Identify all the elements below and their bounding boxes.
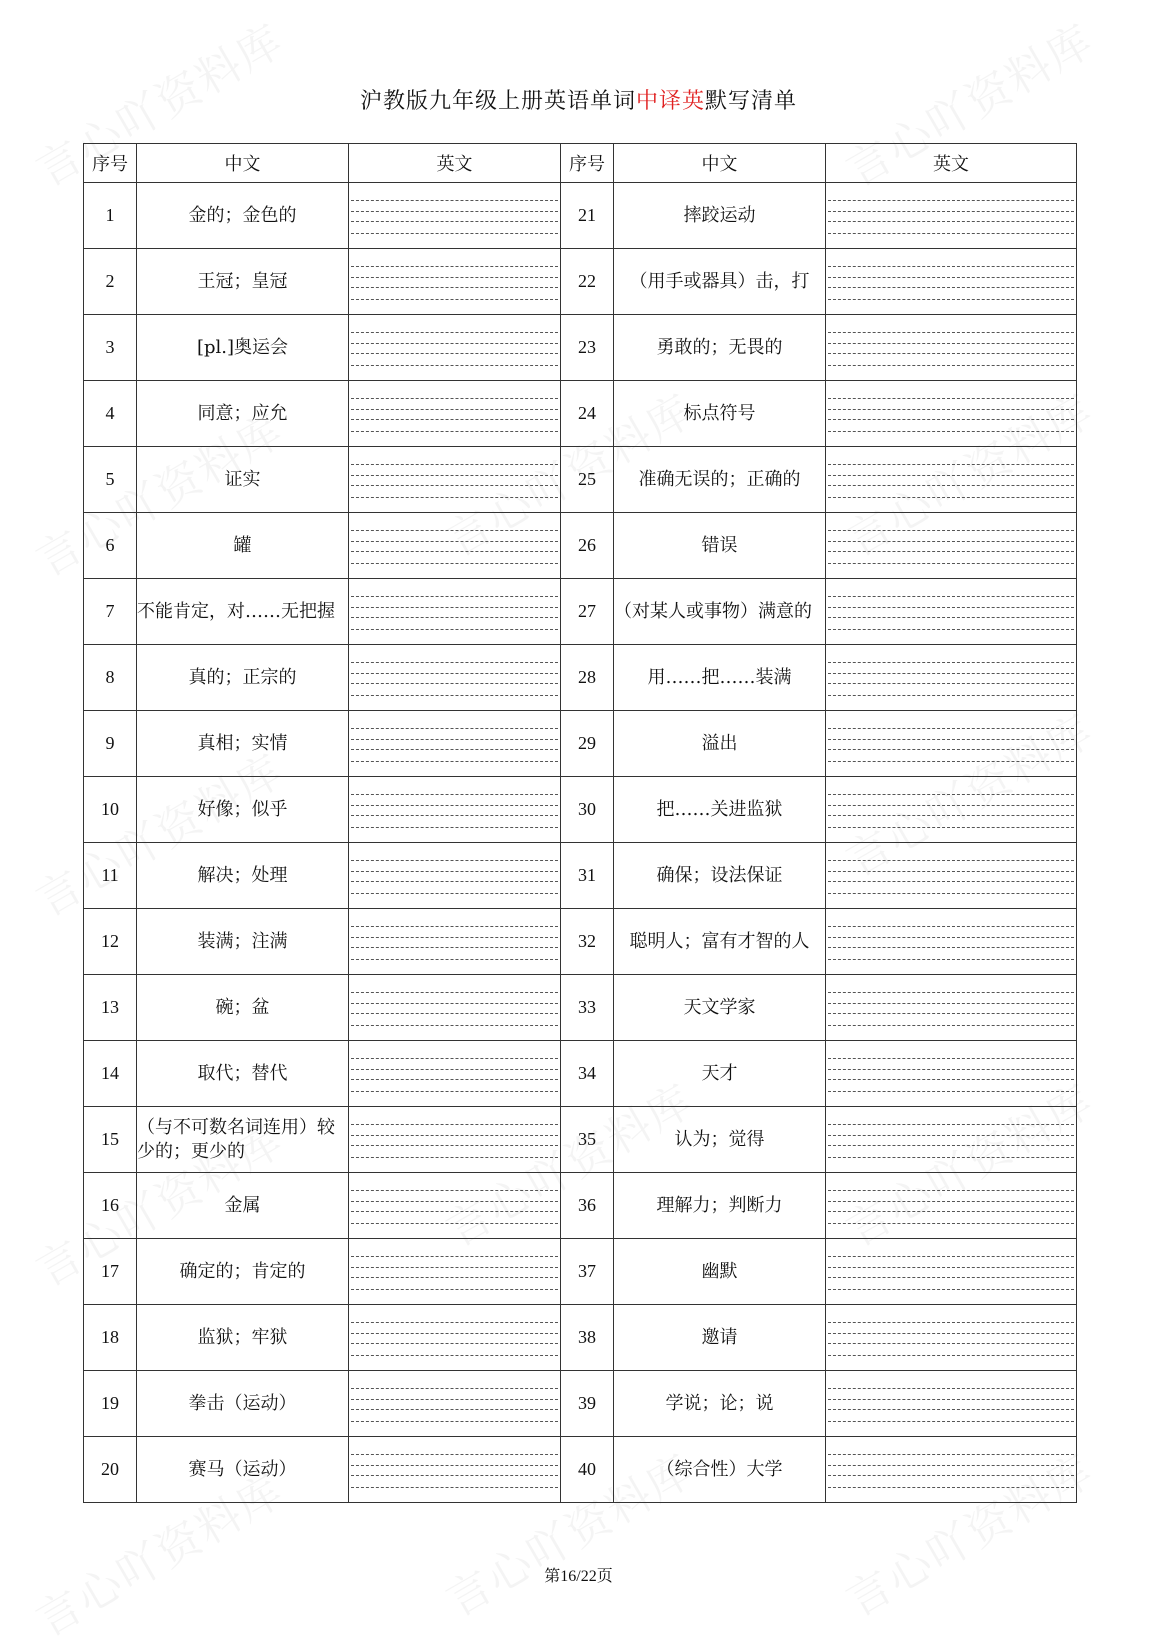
- row-number: 22: [561, 249, 614, 315]
- dashed-writing-lines: [828, 398, 1074, 432]
- english-answer-cell[interactable]: [826, 1041, 1077, 1107]
- english-answer-cell[interactable]: [826, 645, 1077, 711]
- english-answer-cell[interactable]: [349, 1107, 561, 1173]
- chinese-term: 幽默: [614, 1239, 826, 1305]
- dashed-writing-lines: [351, 1388, 558, 1422]
- row-number: 10: [84, 777, 137, 843]
- english-answer-cell[interactable]: [349, 711, 561, 777]
- chinese-term: 真的；正宗的: [137, 645, 349, 711]
- header-chinese: 中文: [614, 144, 826, 183]
- row-number: 26: [561, 513, 614, 579]
- row-number: 37: [561, 1239, 614, 1305]
- english-answer-cell[interactable]: [349, 1371, 561, 1437]
- chinese-term: 好像；似乎: [137, 777, 349, 843]
- header-english: 英文: [349, 144, 561, 183]
- dashed-writing-lines: [351, 266, 558, 300]
- row-number: 19: [84, 1371, 137, 1437]
- table-row: [84, 183, 1077, 249]
- chinese-term: 金属: [137, 1173, 349, 1239]
- english-answer-cell[interactable]: [826, 711, 1077, 777]
- row-number: 23: [561, 315, 614, 381]
- dashed-writing-lines: [828, 992, 1074, 1026]
- row-number: 28: [561, 645, 614, 711]
- english-answer-cell[interactable]: [349, 909, 561, 975]
- english-answer-cell[interactable]: [826, 249, 1077, 315]
- row-number: 7: [84, 579, 137, 645]
- english-answer-cell[interactable]: [349, 381, 561, 447]
- table-row: [84, 1239, 1077, 1305]
- english-answer-cell[interactable]: [349, 1239, 561, 1305]
- header-number: 序号: [84, 144, 137, 183]
- header-english: 英文: [826, 144, 1077, 183]
- chinese-term: （综合性）大学: [614, 1437, 826, 1503]
- row-number: 14: [84, 1041, 137, 1107]
- dashed-writing-lines: [828, 1322, 1074, 1356]
- dashed-writing-lines: [351, 926, 558, 960]
- dashed-writing-lines: [828, 860, 1074, 894]
- title-prefix: 沪教版九年级上册英语单词: [359, 89, 636, 114]
- dashed-writing-lines: [351, 992, 558, 1026]
- chinese-term: 错误: [614, 513, 826, 579]
- chinese-term: 认为；觉得: [614, 1107, 826, 1173]
- vocabulary-table: [83, 143, 1077, 1503]
- english-answer-cell[interactable]: [349, 579, 561, 645]
- english-answer-cell[interactable]: [349, 1305, 561, 1371]
- dashed-writing-lines: [828, 596, 1074, 630]
- dashed-writing-lines: [351, 662, 558, 696]
- english-answer-cell[interactable]: [349, 645, 561, 711]
- row-number: 24: [561, 381, 614, 447]
- english-answer-cell[interactable]: [826, 1173, 1077, 1239]
- english-answer-cell[interactable]: [826, 1305, 1077, 1371]
- table-header-row: [84, 144, 1077, 183]
- english-answer-cell[interactable]: [349, 1437, 561, 1503]
- row-number: 9: [84, 711, 137, 777]
- chinese-term: 监狱；牢狱: [137, 1305, 349, 1371]
- dashed-writing-lines: [351, 530, 558, 564]
- english-answer-cell[interactable]: [349, 975, 561, 1041]
- dashed-writing-lines: [351, 332, 558, 366]
- dashed-writing-lines: [828, 530, 1074, 564]
- chinese-term: 准确无误的；正确的: [614, 447, 826, 513]
- row-number: 16: [84, 1173, 137, 1239]
- english-answer-cell[interactable]: [826, 1107, 1077, 1173]
- row-number: 27: [561, 579, 614, 645]
- chinese-term: 聪明人；富有才智的人: [614, 909, 826, 975]
- english-answer-cell[interactable]: [826, 447, 1077, 513]
- row-number: 11: [84, 843, 137, 909]
- english-answer-cell[interactable]: [349, 843, 561, 909]
- dashed-writing-lines: [351, 464, 558, 498]
- chinese-term: [pl.]奥运会: [137, 315, 349, 381]
- row-number: 30: [561, 777, 614, 843]
- row-number: 2: [84, 249, 137, 315]
- row-number: 39: [561, 1371, 614, 1437]
- row-number: 8: [84, 645, 137, 711]
- english-answer-cell[interactable]: [349, 777, 561, 843]
- row-number: 17: [84, 1239, 137, 1305]
- chinese-term: 确保；设法保证: [614, 843, 826, 909]
- chinese-term: 天文学家: [614, 975, 826, 1041]
- row-number: 34: [561, 1041, 614, 1107]
- table-row: [84, 1371, 1077, 1437]
- chinese-term: 勇敢的；无畏的: [614, 315, 826, 381]
- dashed-writing-lines: [351, 200, 558, 234]
- row-number: 15: [84, 1107, 137, 1173]
- dashed-writing-lines: [828, 1454, 1074, 1488]
- chinese-term: 理解力；判断力: [614, 1173, 826, 1239]
- table-row: [84, 1107, 1077, 1173]
- dashed-writing-lines: [828, 1256, 1074, 1290]
- chinese-term: 解决；处理: [137, 843, 349, 909]
- page-number: 第16/22页: [544, 1568, 613, 1585]
- title-highlight: 中译英: [635, 89, 705, 114]
- table-row: [84, 1305, 1077, 1371]
- row-number: 40: [561, 1437, 614, 1503]
- dashed-writing-lines: [351, 860, 558, 894]
- english-answer-cell[interactable]: [826, 1239, 1077, 1305]
- dashed-writing-lines: [351, 1322, 558, 1356]
- table-row: [84, 447, 1077, 513]
- english-answer-cell[interactable]: [826, 183, 1077, 249]
- chinese-term: 取代；替代: [137, 1041, 349, 1107]
- english-answer-cell[interactable]: [826, 843, 1077, 909]
- row-number: 12: [84, 909, 137, 975]
- english-answer-cell[interactable]: [826, 579, 1077, 645]
- table-row: [84, 1041, 1077, 1107]
- title-suffix: 默写清单: [705, 89, 798, 114]
- dashed-writing-lines: [828, 332, 1074, 366]
- table-row: [84, 315, 1077, 381]
- english-answer-cell[interactable]: [349, 513, 561, 579]
- dashed-writing-lines: [351, 1124, 558, 1158]
- chinese-term: 王冠；皇冠: [137, 249, 349, 315]
- table-row: [84, 843, 1077, 909]
- dashed-writing-lines: [828, 728, 1074, 762]
- dashed-writing-lines: [828, 794, 1074, 828]
- table-row: [84, 1437, 1077, 1503]
- english-answer-cell[interactable]: [349, 1041, 561, 1107]
- dashed-writing-lines: [828, 200, 1074, 234]
- chinese-term: （对某人或事物）满意的: [614, 579, 826, 645]
- dashed-writing-lines: [351, 794, 558, 828]
- english-answer-cell[interactable]: [349, 315, 561, 381]
- header-chinese: 中文: [137, 144, 349, 183]
- table-row: [84, 975, 1077, 1041]
- english-answer-cell[interactable]: [826, 381, 1077, 447]
- dashed-writing-lines: [351, 596, 558, 630]
- row-number: 6: [84, 513, 137, 579]
- chinese-term: 罐: [137, 513, 349, 579]
- row-number: 3: [84, 315, 137, 381]
- dashed-writing-lines: [351, 398, 558, 432]
- chinese-term: 学说；论；说: [614, 1371, 826, 1437]
- chinese-term: 摔跤运动: [614, 183, 826, 249]
- english-answer-cell[interactable]: [349, 447, 561, 513]
- chinese-term: 用……把……装满: [614, 645, 826, 711]
- dashed-writing-lines: [828, 926, 1074, 960]
- english-answer-cell[interactable]: [826, 975, 1077, 1041]
- dashed-writing-lines: [351, 1256, 558, 1290]
- row-number: 33: [561, 975, 614, 1041]
- row-number: 18: [84, 1305, 137, 1371]
- chinese-term: 碗；盆: [137, 975, 349, 1041]
- chinese-term: 真相；实情: [137, 711, 349, 777]
- row-number: 29: [561, 711, 614, 777]
- row-number: 13: [84, 975, 137, 1041]
- row-number: 35: [561, 1107, 614, 1173]
- table-row: [84, 513, 1077, 579]
- row-number: 31: [561, 843, 614, 909]
- dashed-writing-lines: [828, 1388, 1074, 1422]
- dashed-writing-lines: [351, 1190, 558, 1224]
- table-row: [84, 645, 1077, 711]
- english-answer-cell[interactable]: [826, 1371, 1077, 1437]
- english-answer-cell[interactable]: [826, 315, 1077, 381]
- dashed-writing-lines: [828, 1058, 1074, 1092]
- chinese-term: （用手或器具）击，打: [614, 249, 826, 315]
- english-answer-cell[interactable]: [826, 513, 1077, 579]
- chinese-term: 邀请: [614, 1305, 826, 1371]
- dashed-writing-lines: [828, 662, 1074, 696]
- chinese-term: 装满；注满: [137, 909, 349, 975]
- table-row: [84, 381, 1077, 447]
- chinese-term: 赛马（运动）: [137, 1437, 349, 1503]
- english-answer-cell[interactable]: [349, 183, 561, 249]
- dashed-writing-lines: [828, 266, 1074, 300]
- chinese-term: 同意；应允: [137, 381, 349, 447]
- dashed-writing-lines: [351, 1058, 558, 1092]
- english-answer-cell[interactable]: [826, 777, 1077, 843]
- row-number: 1: [84, 183, 137, 249]
- english-answer-cell[interactable]: [826, 1437, 1077, 1503]
- dashed-writing-lines: [351, 1454, 558, 1488]
- table-row: [84, 909, 1077, 975]
- dashed-writing-lines: [828, 1124, 1074, 1158]
- chinese-term: 标点符号: [614, 381, 826, 447]
- chinese-term: 天才: [614, 1041, 826, 1107]
- chinese-term: 证实: [137, 447, 349, 513]
- row-number: 36: [561, 1173, 614, 1239]
- row-number: 38: [561, 1305, 614, 1371]
- row-number: 25: [561, 447, 614, 513]
- chinese-term: 确定的；肯定的: [137, 1239, 349, 1305]
- row-number: 5: [84, 447, 137, 513]
- chinese-term: 拳击（运动）: [137, 1371, 349, 1437]
- table-row: [84, 711, 1077, 777]
- table-row: [84, 777, 1077, 843]
- dashed-writing-lines: [828, 1190, 1074, 1224]
- table-row: [84, 579, 1077, 645]
- dashed-writing-lines: [828, 464, 1074, 498]
- row-number: 20: [84, 1437, 137, 1503]
- row-number: 32: [561, 909, 614, 975]
- chinese-term: 溢出: [614, 711, 826, 777]
- english-answer-cell[interactable]: [826, 909, 1077, 975]
- chinese-term: 不能肯定，对……无把握: [137, 579, 349, 645]
- row-number: 4: [84, 381, 137, 447]
- english-answer-cell[interactable]: [349, 1173, 561, 1239]
- chinese-term: （与不可数名词连用）较少的；更少的: [137, 1107, 349, 1173]
- page-title: [0, 84, 1157, 115]
- header-number: 序号: [561, 144, 614, 183]
- chinese-term: 金的；金色的: [137, 183, 349, 249]
- dashed-writing-lines: [351, 728, 558, 762]
- table-row: [84, 1173, 1077, 1239]
- english-answer-cell[interactable]: [349, 249, 561, 315]
- table-row: [84, 249, 1077, 315]
- chinese-term: 把……关进监狱: [614, 777, 826, 843]
- row-number: 21: [561, 183, 614, 249]
